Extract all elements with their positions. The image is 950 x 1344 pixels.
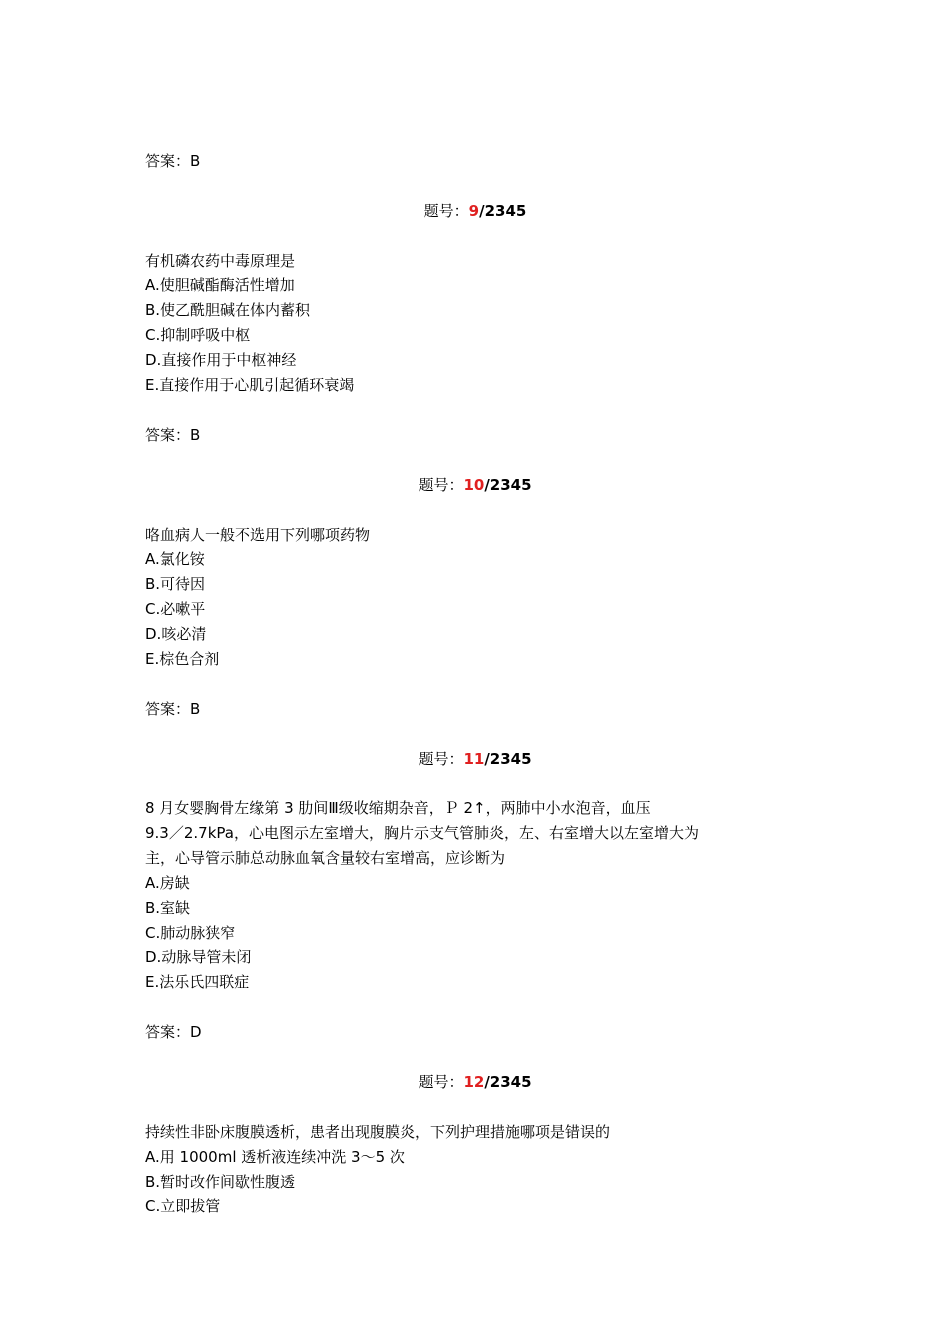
header-label: 题号： (418, 476, 464, 494)
answer-label: 答案： (145, 426, 191, 444)
header-label: 题号： (423, 202, 469, 220)
question-number: 12 (463, 1073, 485, 1091)
question-stem-line-3: 主，心导管示肺总动脉血氧含量较右室增高，应诊断为 (145, 849, 506, 867)
question-total: /2345 (484, 750, 532, 768)
question-number: 10 (463, 476, 485, 494)
question-number: 9 (468, 202, 480, 220)
question-stem: 有机磷农药中毒原理是 (145, 252, 296, 270)
option-b: B.使乙酰胆碱在体内蓄积 (145, 301, 311, 319)
answer-value: B (190, 700, 201, 718)
question-stem: 咯血病人一般不选用下列哪项药物 (145, 526, 371, 544)
option-b: B.可待因 (145, 575, 206, 593)
question-number: 11 (463, 750, 485, 768)
option-b: B.暂时改作间歇性腹透 (145, 1173, 296, 1191)
answer-label: 答案： (145, 152, 191, 170)
option-e: E.直接作用于心肌引起循环衰竭 (145, 376, 355, 394)
option-c: C.抑制呼吸中枢 (145, 326, 251, 344)
option-e: E.法乐氏四联症 (145, 973, 250, 991)
option-a: A.用 1000ml 透析液连续冲洗 3～5 次 (145, 1148, 405, 1166)
option-a: A.氯化铵 (145, 550, 205, 568)
question-header (0, 200, 950, 222)
question-stem: 持续性非卧床腹膜透析，患者出现腹膜炎，下列护理措施哪项是错误的 (145, 1123, 611, 1141)
question-stem-line-2: 9.3／2.7kPa，心电图示左室增大，胸片示支气管肺炎，左、右室增大以左室增大为 (145, 824, 699, 842)
question-total: /2345 (484, 476, 532, 494)
answer-line (145, 698, 200, 720)
question-total: /2345 (479, 202, 527, 220)
question-header (0, 1071, 950, 1093)
question-header (0, 474, 950, 496)
question-header (0, 748, 950, 770)
answer-value: D (190, 1023, 202, 1041)
option-c: C.必嗽平 (145, 600, 206, 618)
option-b: B.室缺 (145, 899, 191, 917)
option-e: E.棕色合剂 (145, 650, 220, 668)
option-d: D.动脉导管未闭 (145, 948, 252, 966)
question-stem-line-1: 8 月女婴胸骨左缘第 3 肋间Ⅲ级收缩期杂音，Ｐ 2↑，两肺中小水泡音，血压 (145, 799, 651, 817)
answer-line (145, 1021, 202, 1043)
option-d: D.直接作用于中枢神经 (145, 351, 297, 369)
answer-value: B (190, 152, 201, 170)
option-a: A.使胆碱酯酶活性增加 (145, 276, 295, 294)
header-label: 题号： (418, 1073, 464, 1091)
answer-line (145, 424, 200, 446)
answer-line (145, 150, 200, 172)
option-c: C.肺动脉狭窄 (145, 924, 236, 942)
answer-value: B (190, 426, 201, 444)
option-c: C.立即拔管 (145, 1197, 221, 1215)
question-total: /2345 (484, 1073, 532, 1091)
option-d: D.咳必清 (145, 625, 207, 643)
header-label: 题号： (418, 750, 464, 768)
answer-label: 答案： (145, 1023, 191, 1041)
option-a: A.房缺 (145, 874, 190, 892)
answer-label: 答案： (145, 700, 191, 718)
